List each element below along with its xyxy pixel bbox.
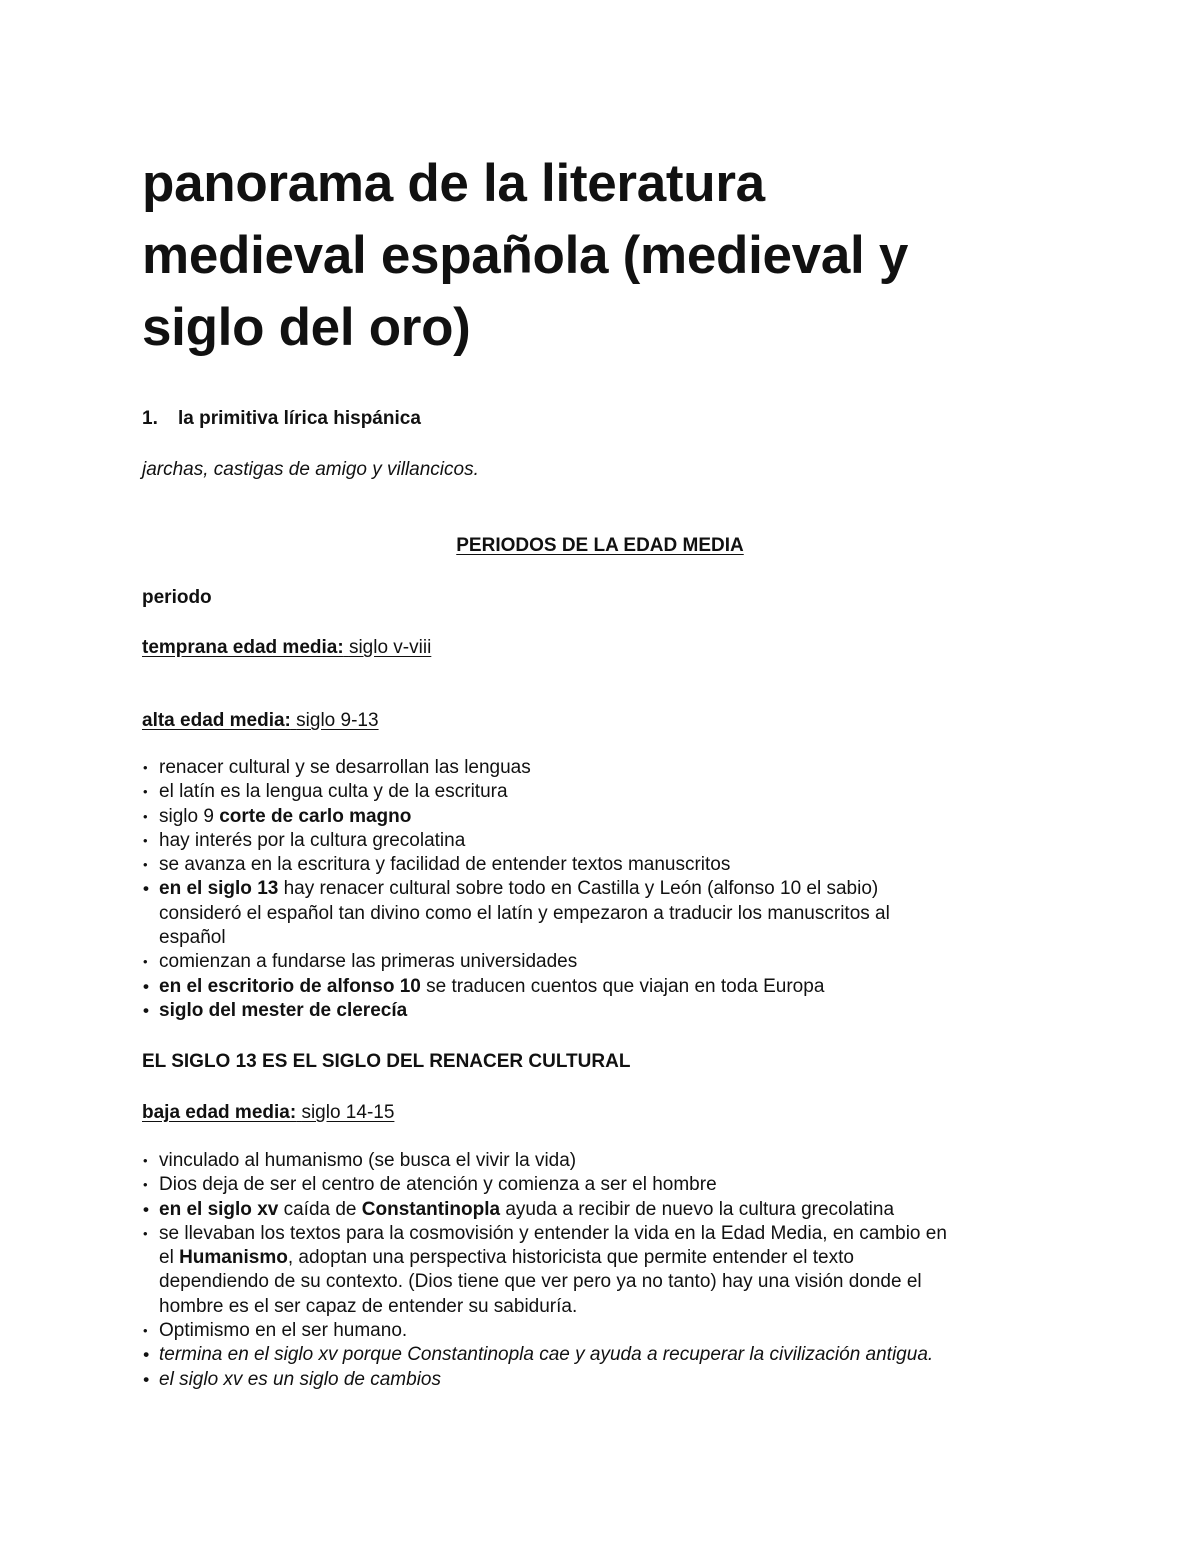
alta-value: siglo 9-13: [296, 710, 379, 731]
list-item: • vinculado al humanismo (se busca el vivir la vida): [142, 1149, 1072, 1173]
baja-bullet-list: [142, 1149, 1072, 1392]
section-1-subtitle: jarchas, castigas de amigo y villancicos.: [142, 459, 479, 480]
list-item: • el latín es la lengua culta y de la escritura: [142, 780, 1072, 804]
list-item: • Dios deja de ser el centro de atención y comienza a ser el hombre: [142, 1173, 1072, 1197]
list-item: • en el siglo xv caída de Constantinopla ayuda a recibir de nuevo la cultura grecolatina: [142, 1198, 1072, 1222]
list-item: • comienzan a fundarse las primeras universidades: [142, 950, 1072, 974]
section-1-heading-text: la primitiva lírica hispánica: [178, 408, 421, 429]
title-line-1: panorama de la literatura: [142, 154, 765, 213]
list-item: • termina en el siglo xv porque Constantinopla cae y ayuda a recuperar la civilización antigua.: [142, 1343, 1072, 1367]
alta-bullet-list: [142, 756, 1072, 1023]
alta-edad-media: [142, 709, 379, 733]
title-line-2: medieval española (medieval y: [142, 226, 909, 285]
temprana-edad-media: [142, 636, 431, 660]
section-1-heading: [142, 407, 421, 431]
alta-label: alta edad media:: [142, 710, 291, 731]
list-item: • renacer cultural y se desarrollan las lenguas: [142, 756, 1072, 780]
list-item: • en el escritorio de alfonso 10 se traducen cuentos que viajan en toda Europa: [142, 975, 1072, 999]
baja-value: siglo 14-15: [301, 1102, 395, 1123]
list-item: • el siglo xv es un siglo de cambios: [142, 1368, 1072, 1392]
periodo-label: periodo: [142, 587, 212, 608]
list-item: • siglo del mester de clerecía: [142, 999, 1072, 1023]
temprana-label: temprana edad media:: [142, 637, 344, 658]
list-item: • se avanza en la escritura y facilidad de entender textos manuscritos: [142, 853, 1072, 877]
siglo-13-heading: EL SIGLO 13 ES EL SIGLO DEL RENACER CULTURAL: [142, 1051, 631, 1072]
list-item: • Optimismo en el ser humano.: [142, 1319, 1072, 1343]
periods-heading: PERIODOS DE LA EDAD MEDIA: [456, 535, 744, 556]
list-item: • hay interés por la cultura grecolatina: [142, 829, 1072, 853]
baja-label: baja edad media:: [142, 1102, 297, 1123]
list-item: • se llevaban los textos para la cosmovisión y entender la vida en la Edad Media, en cambio en el Humanismo, adoptan una perspectiva historicista que permite entender el texto dependiendo de su contexto. (Dios tiene que ver pero ya no tanto) hay una visión donde el hombre es el ser capaz de entender su sabiduría.: [142, 1222, 1072, 1319]
temprana-value: siglo v-viii: [348, 637, 432, 658]
list-item: • siglo 9 corte de carlo magno: [142, 805, 1072, 829]
list-item: • en el siglo 13 hay renacer cultural sobre todo en Castilla y León (alfonso 10 el sabio) consideró el español tan divino como el latín y empezaron a traducir los manuscritos al español: [142, 877, 1072, 950]
section-1-number: 1.: [142, 408, 158, 429]
title-line-3: siglo del oro): [142, 298, 471, 357]
baja-edad-media: [142, 1101, 394, 1125]
document-title: [142, 148, 1102, 364]
